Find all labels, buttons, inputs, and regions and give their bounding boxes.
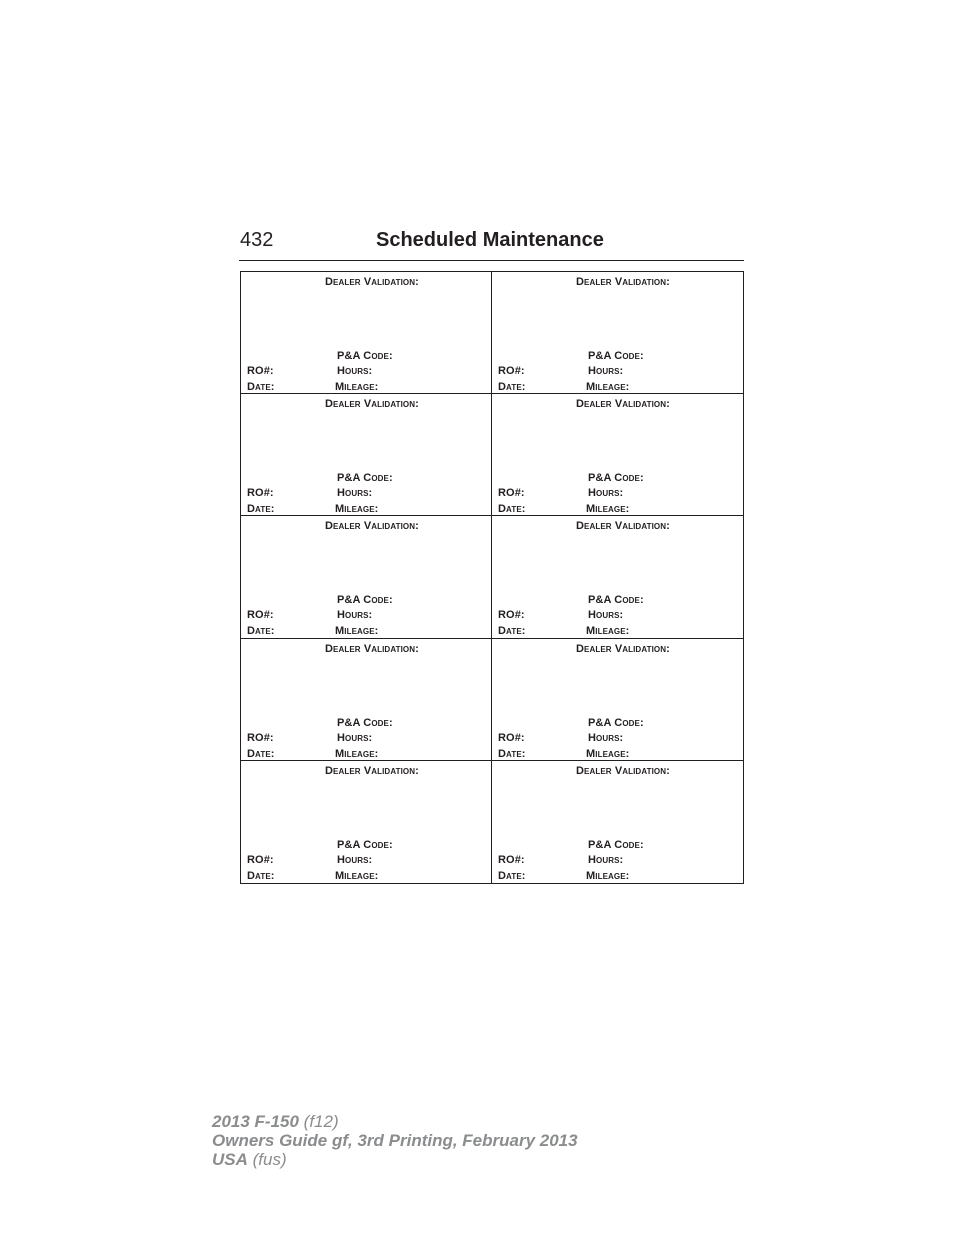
hours-label: Hours: <box>588 731 624 744</box>
maintenance-record-cell <box>241 394 492 516</box>
ro-number-label: RO#: <box>247 731 274 744</box>
date-label: Date: <box>247 869 275 882</box>
maintenance-record-grid <box>240 271 744 884</box>
maintenance-record-cell <box>492 639 743 761</box>
mileage-label: Mileage: <box>335 503 379 516</box>
dealer-validation-label: Dealer Validation: <box>576 520 670 533</box>
mileage-label: Mileage: <box>335 747 379 760</box>
ro-number-label: RO#: <box>498 853 525 866</box>
hours-label: Hours: <box>337 365 373 377</box>
ro-number-label: RO#: <box>247 853 274 866</box>
pa-code-label: P&A Code: <box>337 838 393 851</box>
dealer-validation-label: Dealer Validation: <box>325 276 419 288</box>
dealer-validation-label: Dealer Validation: <box>325 642 419 655</box>
pa-code-label: P&A Code: <box>588 350 644 362</box>
pa-code-label: P&A Code: <box>337 472 393 485</box>
mileage-label: Mileage: <box>586 503 630 516</box>
maintenance-record-cell <box>492 761 743 883</box>
hours-label: Hours: <box>588 487 624 500</box>
pa-code-label: P&A Code: <box>588 838 644 851</box>
maintenance-record-cell <box>241 639 492 761</box>
ro-number-label: RO#: <box>498 365 525 377</box>
maintenance-record-cell <box>241 761 492 883</box>
ro-number-label: RO#: <box>247 365 274 377</box>
page-header <box>239 226 744 261</box>
date-label: Date: <box>247 747 275 760</box>
maintenance-record-cell <box>492 516 743 638</box>
mileage-label: Mileage: <box>335 625 379 638</box>
document-footer <box>212 1112 578 1169</box>
dealer-validation-label: Dealer Validation: <box>576 642 670 655</box>
ro-number-label: RO#: <box>498 609 525 622</box>
pa-code-label: P&A Code: <box>337 350 393 362</box>
dealer-validation-label: Dealer Validation: <box>576 764 670 777</box>
maintenance-record-cell <box>241 272 492 394</box>
ro-number-label: RO#: <box>498 487 525 500</box>
date-label: Date: <box>498 381 526 393</box>
footer-line-guide: Owners Guide gf, 3rd Printing, February 2013 <box>212 1131 578 1150</box>
pa-code-label: P&A Code: <box>337 716 393 729</box>
pa-code-label: P&A Code: <box>588 472 644 485</box>
hours-label: Hours: <box>337 731 373 744</box>
hours-label: Hours: <box>588 609 624 622</box>
mileage-label: Mileage: <box>586 381 630 393</box>
date-label: Date: <box>498 625 526 638</box>
dealer-validation-label: Dealer Validation: <box>576 276 670 288</box>
hours-label: Hours: <box>337 609 373 622</box>
dealer-validation-label: Dealer Validation: <box>325 398 419 411</box>
ro-number-label: RO#: <box>247 609 274 622</box>
dealer-validation-label: Dealer Validation: <box>325 764 419 777</box>
pa-code-label: P&A Code: <box>588 716 644 729</box>
date-label: Date: <box>498 503 526 516</box>
date-label: Date: <box>498 869 526 882</box>
page-title: Scheduled Maintenance <box>376 229 604 251</box>
maintenance-record-cell <box>492 272 743 394</box>
mileage-label: Mileage: <box>335 869 379 882</box>
pa-code-label: P&A Code: <box>588 594 644 607</box>
mileage-label: Mileage: <box>335 381 379 393</box>
maintenance-record-cell <box>241 516 492 638</box>
hours-label: Hours: <box>337 853 373 866</box>
dealer-validation-label: Dealer Validation: <box>325 520 419 533</box>
maintenance-record-cell <box>492 394 743 516</box>
hours-label: Hours: <box>588 853 624 866</box>
date-label: Date: <box>247 381 275 393</box>
hours-label: Hours: <box>588 365 624 377</box>
pa-code-label: P&A Code: <box>337 594 393 607</box>
date-label: Date: <box>247 503 275 516</box>
mileage-label: Mileage: <box>586 625 630 638</box>
date-label: Date: <box>247 625 275 638</box>
dealer-validation-label: Dealer Validation: <box>576 398 670 411</box>
mileage-label: Mileage: <box>586 869 630 882</box>
mileage-label: Mileage: <box>586 747 630 760</box>
date-label: Date: <box>498 747 526 760</box>
ro-number-label: RO#: <box>247 487 274 500</box>
footer-line-model: 2013 F-150 (f12) <box>212 1112 339 1131</box>
ro-number-label: RO#: <box>498 731 525 744</box>
hours-label: Hours: <box>337 487 373 500</box>
footer-line-region: USA (fus) <box>212 1150 287 1169</box>
page-number: 432 <box>240 229 274 251</box>
